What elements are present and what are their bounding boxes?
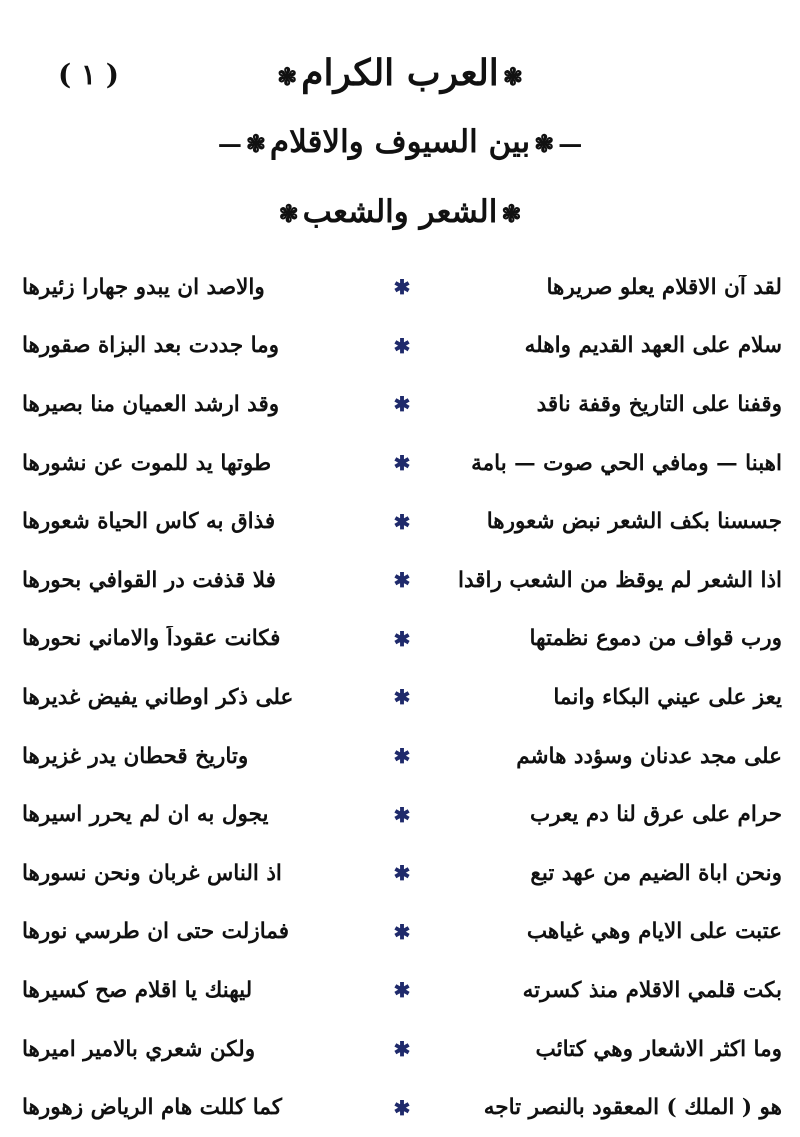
asterisk-separator-icon: ✱: [393, 861, 411, 886]
verse-first-hemistich: اذا الشعر لم يوقظ من الشعب راقدا: [458, 567, 782, 593]
page-subtitle: [0, 124, 800, 160]
verse-row: [22, 434, 782, 493]
verse-row: [22, 1020, 782, 1079]
subtitle-text: بين السيوف والاقلام: [269, 124, 531, 160]
verse-row: [22, 258, 782, 317]
flower-ornament-icon: ❃: [501, 199, 522, 228]
asterisk-separator-icon: ✱: [393, 978, 411, 1003]
asterisk-separator-icon: ✱: [393, 451, 411, 476]
verse-row: [22, 961, 782, 1020]
verse-row: [22, 551, 782, 610]
asterisk-separator-icon: ✱: [393, 392, 411, 417]
title-text: العرب الكرام: [301, 52, 499, 94]
asterisk-separator-icon: ✱: [393, 685, 411, 710]
verse-row: [22, 727, 782, 786]
asterisk-separator-icon: ✱: [393, 568, 411, 593]
asterisk-separator-icon: ✱: [393, 275, 411, 300]
poem: [22, 258, 782, 1137]
flower-ornament-icon: ❃: [245, 129, 266, 158]
verse-second-hemistich: كما كللت هام الرياض زهورها: [22, 1095, 282, 1121]
verse-second-hemistich: فلا قذفت در القوافي بحورها: [22, 567, 276, 593]
verse-first-hemistich: وقفنا على التاريخ وقفة ناقد: [536, 391, 782, 417]
verse-row: [22, 668, 782, 727]
section-text: الشعر والشعب: [302, 194, 498, 230]
verse-first-hemistich: اهبنا — ومافي الحي صوت — بامة: [471, 450, 782, 476]
dash-ornament: —: [217, 129, 242, 158]
verse-row: [22, 1078, 782, 1137]
verse-second-hemistich: ليهنك يا اقلام صح كسيرها: [22, 977, 253, 1003]
asterisk-separator-icon: ✱: [393, 1095, 411, 1120]
verse-first-hemistich: جسسنا بكف الشعر نبض شعورها: [486, 509, 782, 535]
verse-second-hemistich: على ذكر اوطاني يفيض غديرها: [22, 684, 294, 710]
flower-ornament-icon: ❃: [534, 129, 555, 158]
flower-ornament-icon: ❃: [502, 61, 523, 91]
verse-second-hemistich: فذاق به كاس الحياة شعورها: [22, 509, 276, 535]
verse-second-hemistich: وقد ارشد العميان منا بصيرها: [22, 391, 280, 417]
verse-row: [22, 903, 782, 962]
asterisk-separator-icon: ✱: [393, 509, 411, 534]
asterisk-separator-icon: ✱: [393, 626, 411, 651]
verse-first-hemistich: ونحن اباة الضيم من عهد تبع: [530, 860, 782, 886]
verse-first-hemistich: يعز على عيني البكاء وانما: [553, 684, 782, 710]
verse-row: [22, 844, 782, 903]
section-heading: [0, 194, 800, 230]
verse-second-hemistich: فمازلت حتى ان طرسي نورها: [22, 919, 289, 945]
asterisk-separator-icon: ✱: [393, 1037, 411, 1062]
verse-first-hemistich: سلام على العهد القديم واهله: [524, 333, 782, 359]
verse-second-hemistich: طوتها يد للموت عن نشورها: [22, 450, 272, 476]
verse-row: [22, 785, 782, 844]
verse-first-hemistich: عتبت على الايام وهي غياهب: [526, 919, 782, 945]
verse-second-hemistich: وما جددت بعد البزاة صقورها: [22, 333, 280, 359]
verse-second-hemistich: والاصد ان يبدو جهارا زئيرها: [22, 274, 265, 300]
verse-second-hemistich: فكانت عقوداً والاماني نحورها: [22, 626, 281, 652]
page-title: [0, 52, 800, 94]
asterisk-separator-icon: ✱: [393, 333, 411, 358]
verse-second-hemistich: ولكن شعري بالامير اميرها: [22, 1036, 256, 1062]
asterisk-separator-icon: ✱: [393, 919, 411, 944]
verse-row: [22, 610, 782, 669]
verse-row: [22, 317, 782, 376]
verse-first-hemistich: ورب قواف من دموع نظمتها: [529, 626, 782, 652]
asterisk-separator-icon: ✱: [393, 802, 411, 827]
verse-first-hemistich: بكت قلمي الاقلام منذ كسرته: [522, 977, 782, 1003]
verse-first-hemistich: وما اكثر الاشعار وهي كتائب: [535, 1036, 782, 1062]
flower-ornament-icon: ❃: [278, 199, 299, 228]
verse-first-hemistich: هو ( الملك ) المعقود بالنصر تاجه: [483, 1095, 782, 1121]
verse-row: [22, 492, 782, 551]
verse-second-hemistich: وتاريخ قحطان يدر غزيرها: [22, 743, 249, 769]
verse-first-hemistich: لقد آن الاقلام يعلو صريرها: [546, 274, 782, 300]
flower-ornament-icon: ❃: [277, 61, 298, 91]
verse-second-hemistich: يجول به ان لم يحرر اسيرها: [22, 802, 269, 828]
dash-ornament: —: [558, 129, 583, 158]
verse-second-hemistich: اذ الناس غربان ونحن نسورها: [22, 860, 282, 886]
page-number: ( ١ ): [58, 58, 120, 91]
verse-row: [22, 375, 782, 434]
verse-first-hemistich: حرام على عرق لنا دم يعرب: [529, 802, 782, 828]
verse-first-hemistich: على مجد عدنان وسؤدد هاشم: [516, 743, 782, 769]
asterisk-separator-icon: ✱: [393, 744, 411, 769]
